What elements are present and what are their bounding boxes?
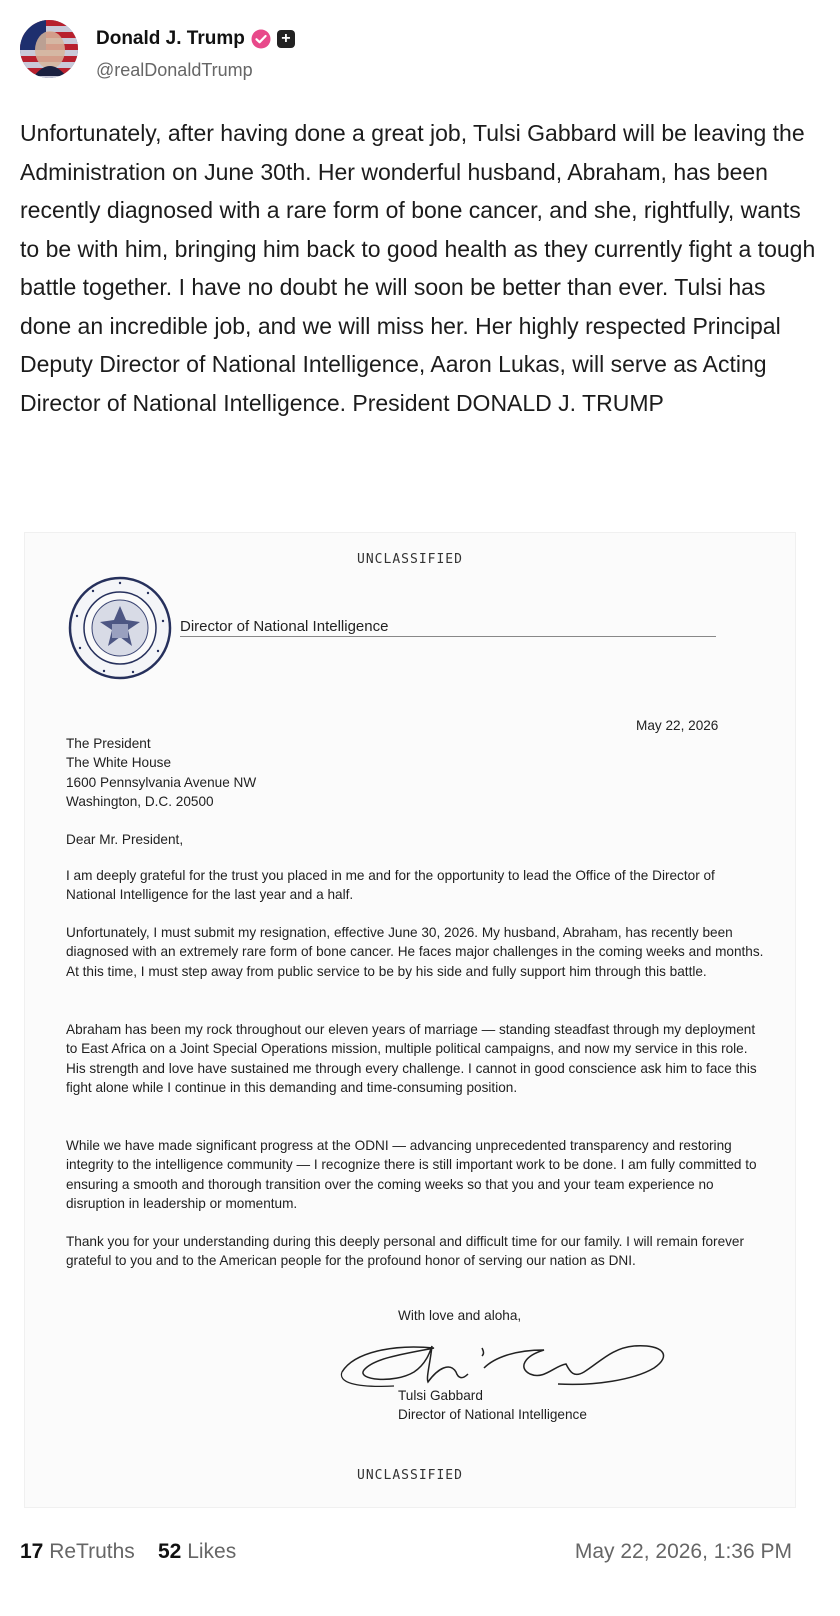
letter-paragraph-4: While we have made significant progress at the ODNI — advancing unprecedented transparency and restoring integrity to the intelligence community — I recognize there is still important work to be done. I am fully committed to ensuring a smooth and thorough transition over the coming weeks so that you and your team experience no disruption in leadership or momentum.	[66, 1138, 757, 1211]
post-image-letter[interactable]	[24, 532, 796, 1508]
letter-paragraph-1: I am deeply grateful for the trust you placed in me and for the opportunity to lead the Office of the Director of National Intelligence for the last year and a half.	[66, 868, 715, 903]
plus-badge-icon: +	[277, 30, 295, 48]
letter-greeting: Dear Mr. President,	[66, 832, 184, 847]
retruths-label: ReTruths	[49, 1540, 135, 1563]
post-header	[20, 20, 820, 80]
author-name[interactable]: Donald J. Trump	[96, 28, 245, 49]
verified-badge-icon	[251, 29, 271, 49]
likes-stat[interactable]	[158, 1540, 236, 1564]
post-footer	[20, 1540, 792, 1570]
letter-closing: With love and aloha,	[398, 1308, 522, 1323]
handwritten-signature	[334, 1328, 674, 1394]
post-timestamp[interactable]: May 22, 2026, 1:36 PM	[574, 1540, 792, 1563]
likes-count: 52	[158, 1540, 182, 1563]
retruths-stat[interactable]	[20, 1540, 135, 1564]
letter-paragraph-2: Unfortunately, I must submit my resignation, effective June 30, 2026. My husband, Abraham, has recently been diagnosed with an extremely rare form of bone cancer. He faces major challenges in the coming weeks and months. At this time, I must step away from public service to be by his side and fully support him through this battle.	[66, 925, 764, 979]
post-text: Unfortunately, after having done a great job, Tulsi Gabbard will be leaving the Administration on June 30th. Her wonderful husband, Abraham, has been recently diagnosed with a rare form of bone cancer, and she, rightfully, wants to be with him, bringing him back to good health as they currently fight a tough battle together. I have no doubt he will soon be better than ever. Tulsi has done an incredible job, and we will miss her. Her highly respected Principal Deputy Director of National Intelligence, Aaron Lukas, will serve as Acting Director of National Intelligence. President DONALD J. TRUMP	[20, 120, 816, 416]
author-handle[interactable]: @realDonaldTrump	[96, 60, 253, 80]
letter-signer: Tulsi Gabbard Director of National Intelligence	[398, 1388, 587, 1423]
likes-label: Likes	[187, 1540, 237, 1563]
avatar-flag-portrait-icon	[20, 20, 78, 78]
letter-paragraph-3: Abraham has been my rock throughout our eleven years of marriage — standing steadfast through my deployment to East Africa on a Joint Special Operations mission, multiple political campaigns, and now my service in this role. His strength and love have sustained me through every challenge. I cannot in good conscience ask him to face this fight alone while I continue in this demanding and time-consuming position.	[66, 1022, 757, 1095]
letter-date: May 22, 2026	[636, 718, 719, 733]
odni-seal-icon	[68, 576, 172, 680]
letterhead-rule	[180, 636, 716, 637]
letterhead-office: Director of National Intelligence	[180, 618, 389, 635]
avatar[interactable]	[20, 20, 78, 78]
letter-address: The President The White House 1600 Pennsylvania Avenue NW Washington, D.C. 20500	[66, 736, 257, 809]
retruths-count: 17	[20, 1540, 44, 1563]
letter-paragraph-5: Thank you for your understanding during this deeply personal and difficult time for our family. I will remain forever grateful to you and to the American people for the profound honor of serving our nation as DNI.	[66, 1234, 745, 1269]
classification-top: UNCLASSIFIED	[357, 552, 463, 567]
classification-bottom: UNCLASSIFIED	[357, 1468, 463, 1483]
